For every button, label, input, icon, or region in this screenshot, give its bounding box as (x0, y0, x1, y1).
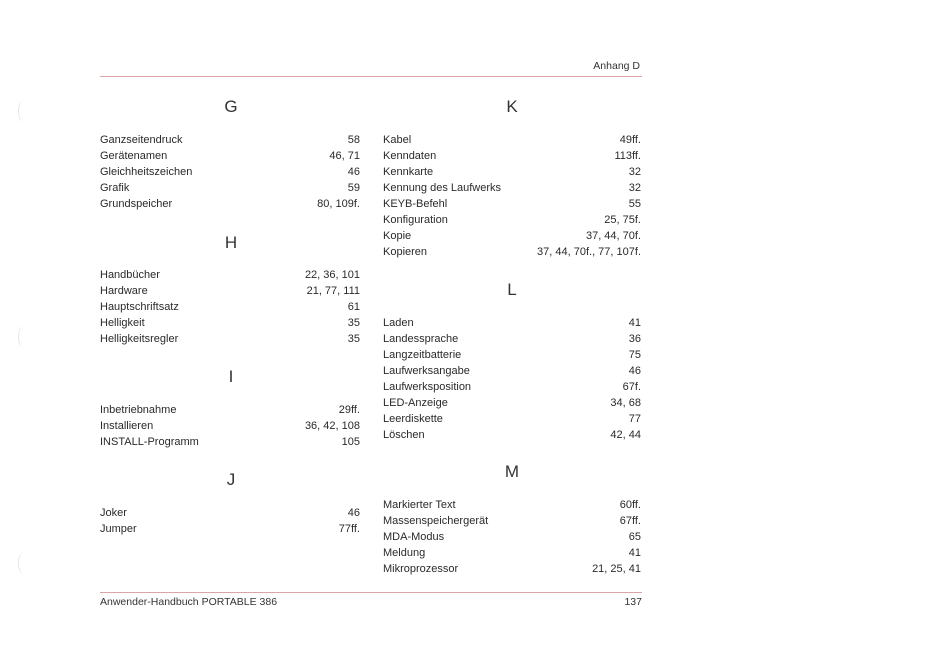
index-term: Massenspeichergerät (383, 515, 489, 527)
index-entry (383, 196, 641, 212)
index-entry (383, 228, 641, 244)
index-term: Handbücher (100, 269, 160, 281)
index-page-refs: 29ff. (338, 404, 360, 416)
index-page-refs: 80, 109f. (317, 198, 360, 210)
index-entry (383, 561, 641, 577)
index-section-g (100, 132, 360, 212)
index-page-refs: 35 (347, 333, 360, 345)
index-entry (383, 395, 641, 411)
index-entry (100, 299, 360, 315)
index-section-m (383, 497, 641, 577)
index-term: Kennkarte (383, 166, 434, 178)
index-page-refs: 21, 25, 41 (592, 563, 641, 575)
index-page-refs: 32 (628, 166, 641, 178)
index-page-refs: 75 (628, 349, 641, 361)
index-term: Landessprache (383, 333, 459, 345)
index-term: LED-Anzeige (383, 397, 448, 409)
index-term: Hardware (100, 285, 148, 297)
index-section-h (100, 267, 360, 347)
index-page-refs: 67ff. (619, 515, 641, 527)
index-section-i (100, 402, 360, 450)
index-page-refs: 77 (628, 413, 641, 425)
index-page-refs: 59 (347, 182, 360, 194)
index-entry (383, 164, 641, 180)
index-term: KEYB-Befehl (383, 198, 448, 210)
section-letter-g: G (224, 97, 238, 116)
index-term: Ganzseitendruck (100, 134, 183, 146)
index-entry (100, 164, 360, 180)
section-letter-j: J (226, 470, 236, 489)
index-entry (100, 283, 360, 299)
header-rule (100, 76, 642, 77)
index-section-l (383, 315, 641, 443)
index-term: Joker (100, 507, 127, 519)
index-page-refs: 60ff. (619, 499, 641, 511)
index-page-refs: 36, 42, 108 (304, 420, 360, 432)
section-letter-m: M (504, 462, 520, 481)
index-page-refs: 42, 44 (610, 429, 641, 441)
index-entry (100, 132, 360, 148)
index-entry (383, 379, 641, 395)
index-entry (383, 244, 641, 260)
index-term: Laden (383, 317, 414, 329)
index-entry (383, 545, 641, 561)
index-term: Jumper (100, 523, 137, 535)
index-entry (383, 212, 641, 228)
index-term: Kenndaten (383, 150, 437, 162)
index-page-refs: 77ff. (338, 523, 360, 535)
index-entry (383, 497, 641, 513)
index-term: Leerdiskette (383, 413, 443, 425)
index-entry (383, 347, 641, 363)
index-term: Langzeitbatterie (383, 349, 462, 361)
index-entry (383, 315, 641, 331)
page-number: 137 (624, 596, 642, 608)
index-page-refs: 55 (628, 198, 641, 210)
index-page-refs: 32 (628, 182, 641, 194)
index-term: Kopieren (383, 246, 428, 258)
index-page-refs: 67f. (622, 381, 641, 393)
index-page-refs: 46 (628, 365, 641, 377)
index-entry (383, 427, 641, 443)
punch-hole-mark (18, 326, 29, 348)
index-term: Grundspeicher (100, 198, 173, 210)
index-term: Gerätenamen (100, 150, 168, 162)
footer-rule (100, 592, 642, 593)
index-page-refs: 25, 75f. (604, 214, 641, 226)
index-term: INSTALL-Programm (100, 436, 199, 448)
index-term: Laufwerksangabe (383, 365, 470, 377)
punch-hole-mark (18, 552, 29, 574)
index-term: Inbetriebnahme (100, 404, 177, 416)
index-page-refs: 65 (628, 531, 641, 543)
index-entry (383, 513, 641, 529)
index-term: MDA-Modus (383, 531, 445, 543)
index-term: Hauptschriftsatz (100, 301, 179, 313)
index-entry (383, 331, 641, 347)
index-term: Markierter Text (383, 499, 456, 511)
index-term: Laufwerksposition (383, 381, 472, 393)
index-page-refs: 41 (628, 317, 641, 329)
index-page-refs: 105 (341, 436, 360, 448)
index-page-refs: 49ff. (619, 134, 641, 146)
index-term: Helligkeit (100, 317, 145, 329)
index-page-refs: 61 (347, 301, 360, 313)
index-entry (100, 315, 360, 331)
index-entry (100, 418, 360, 434)
index-page-refs: 37, 44, 70f. (585, 230, 641, 242)
index-term: Mikroprozessor (383, 563, 459, 575)
index-entry (383, 411, 641, 427)
index-page-refs: 58 (347, 134, 360, 146)
section-letter-h: H (224, 233, 238, 252)
index-entry (100, 331, 360, 347)
index-entry (100, 402, 360, 418)
index-entry (383, 180, 641, 196)
index-entry (100, 180, 360, 196)
page-header-section: Anhang D (593, 60, 640, 72)
index-section-j (100, 505, 360, 537)
index-term: Kopie (383, 230, 412, 242)
index-entry (383, 132, 641, 148)
index-entry (100, 148, 360, 164)
index-term: Konfiguration (383, 214, 448, 226)
index-page-refs: 46 (347, 166, 360, 178)
index-page-refs: 37, 44, 70f., 77, 107f. (537, 246, 641, 258)
index-term: Grafik (100, 182, 130, 194)
section-letter-k: K (506, 97, 518, 116)
section-letter-l: L (507, 280, 517, 299)
index-page-refs: 22, 36, 101 (304, 269, 360, 281)
index-entry (383, 148, 641, 164)
index-entry (383, 529, 641, 545)
index-page-refs: 41 (628, 547, 641, 559)
index-page-refs: 35 (347, 317, 360, 329)
index-page-refs: 34, 68 (610, 397, 641, 409)
index-section-k (383, 132, 641, 260)
index-entry (100, 505, 360, 521)
index-entry (100, 434, 360, 450)
index-page-refs: 113ff. (614, 150, 641, 162)
index-entry (383, 363, 641, 379)
index-page-refs: 21, 77, 111 (306, 285, 360, 297)
index-term: Gleichheitszeichen (100, 166, 193, 178)
index-term: Helligkeitsregler (100, 333, 179, 345)
index-page-refs: 36 (628, 333, 641, 345)
index-term: Löschen (383, 429, 425, 441)
index-term: Meldung (383, 547, 426, 559)
section-letter-i: I (228, 367, 234, 386)
index-entry (100, 267, 360, 283)
index-term: Kabel (383, 134, 412, 146)
index-term: Kennung des Laufwerks (383, 182, 502, 194)
index-entry (100, 196, 360, 212)
index-page-refs: 46, 71 (329, 150, 360, 162)
footer-book-title: Anwender-Handbuch PORTABLE 386 (100, 596, 278, 608)
index-entry (100, 521, 360, 537)
index-term: Installieren (100, 420, 154, 432)
punch-hole-mark (18, 100, 29, 122)
index-page-refs: 46 (347, 507, 360, 519)
